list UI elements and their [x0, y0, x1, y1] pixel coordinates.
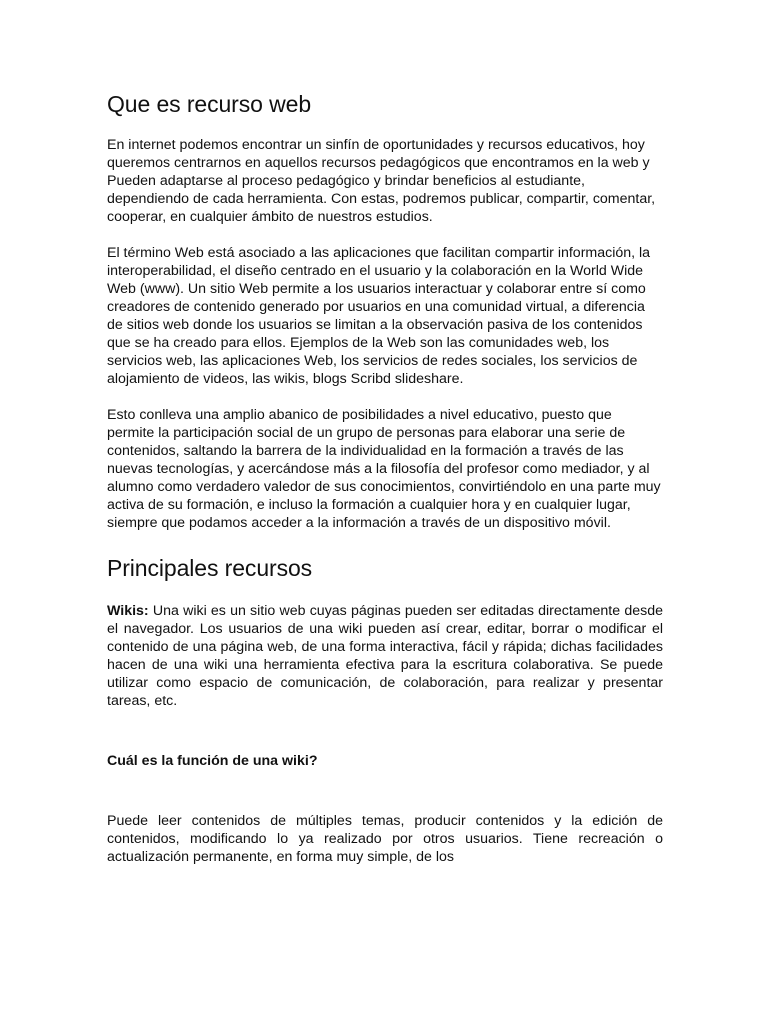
heading-principales-recursos: Principales recursos [107, 555, 313, 581]
document-page [107, 90, 663, 866]
subheading-funcion-wiki: Cuál es la función de una wiki? [107, 753, 318, 769]
paragraph-wikis [107, 602, 663, 710]
heading-recurso-web: Que es recurso web [107, 91, 312, 117]
paragraph-funcion: Puede leer contenidos de múltiples temas, producir contenidos y la edición de contenidos, modificando lo ya realizado por otros usuarios. Tiene recreación o actualización permanente, en forma muy simple, de los [107, 813, 663, 865]
wikis-text: Una wiki es un sitio web cuyas páginas pueden ser editadas directamente desde el navegador. Los usuarios de una wiki pueden así crear, editar, borrar o modificar el contenido de una página web, de una forma interactiva, fácil y rápida; dichas facilidades hacen de una wiki una herramienta efectiva para la escritura colaborativa. Se puede utilizar como espacio de comunicación, de colaboración, para realizar y presentar tareas, etc. [107, 603, 663, 709]
paragraph-intro: En internet podemos encontrar un sinfín de oportunidades y recursos educativos, hoy queremos centrarnos en aquellos recursos pedagógicos que encontramos en la web y Pueden adaptarse al proceso pedagógico y brindar beneficios al estudiante, dependiendo de cada herramienta. Con estas, podremos publicar, compartir, comentar, cooperar, en cualquier ámbito de nuestros estudios. [107, 137, 656, 225]
wikis-label: Wikis: [107, 603, 149, 619]
paragraph-posibilidades: Esto conlleva una amplio abanico de posibilidades a nivel educativo, puesto que permite la participación social de un grupo de personas para elaborar una serie de contenidos, saltando la barrera de la individualidad en la formación a través de las nuevas tecnologías, y acercándose más a la filosofía del profesor como mediador, y al alumno como verdadero valedor de sus conocimientos, convirtiéndolo en una parte muy activa de su formación, e incluso la formación a cualquier hora y en cualquier lugar, siempre que podamos acceder a la información a través de un dispositivo móvil. [107, 407, 661, 531]
paragraph-termino-web: El término Web está asociado a las aplicaciones que facilitan compartir información, la interoperabilidad, el diseño centrado en el usuario y la colaboración en la World Wide Web (www). Un sitio Web permite a los usuarios interactuar y colaborar entre sí como creadores de contenido generado por usuarios en una comunidad virtual, a diferencia de sitios web donde los usuarios se limitan a la observación pasiva de los contenidos que se ha creado para ellos. Ejemplos de la Web son las comunidades web, los servicios web, las aplicaciones Web, los servicios de redes sociales, los servicios de alojamiento de videos, las wikis, blogs Scribd slideshare. [107, 245, 651, 387]
